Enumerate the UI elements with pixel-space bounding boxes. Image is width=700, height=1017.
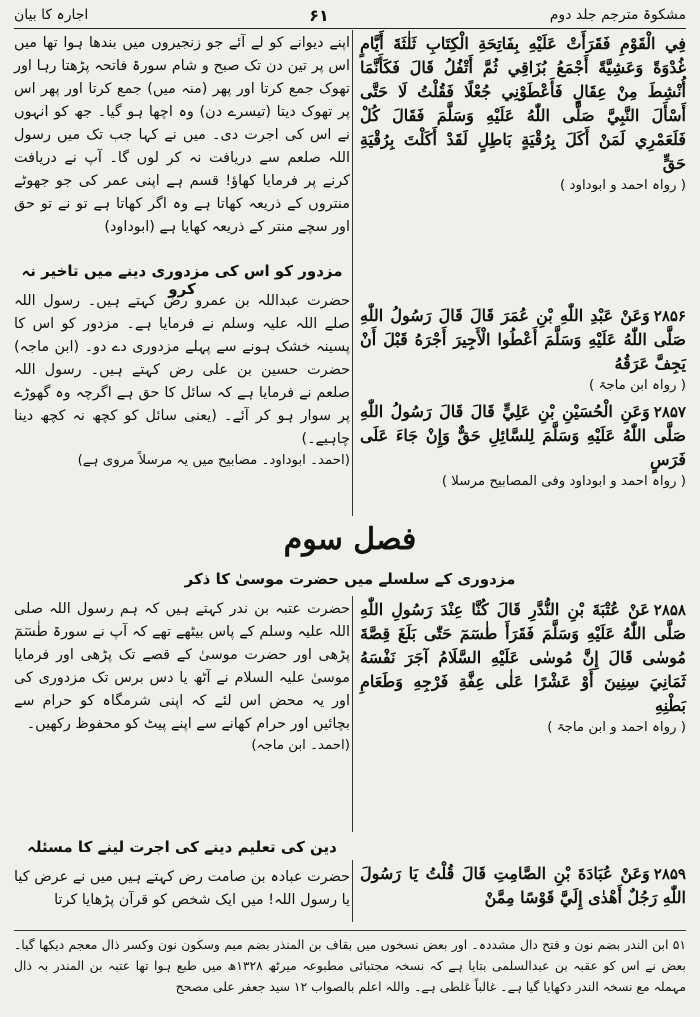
urdu-translation-text: حضرت عتبہ بن ندر کہتے ہیں کہ ہم رسول اللہ صلی اللہ علیہ وسلم کے پاس بیٹھے تھے کہ آپ نے سورۃ طٰسٓمٓ پڑھی اور حضرت موسیٰ کے قصے تک پڑھی اور فرمایا موسیٰ علیہ السلام نے آٹھ یا دس برس تک مزدوری کی اور یہ محض اس لئے کہ اپنی شرمگاہ کو حرام سے بچائیں اور حرام کھانے سے اپنے پیٹ کو محفوظ رکھیں۔	[14, 601, 350, 732]
header-chapter-title: اجارہ کا بیان	[14, 7, 89, 23]
section-title: فصل سوم	[283, 522, 417, 557]
section-subtitle: مزدوری کے سلسلے میں حضرت موسیٰ کا ذکر	[184, 570, 516, 588]
page-number: ۶۱	[309, 5, 329, 25]
arabic-text-block	[360, 32, 686, 193]
urdu-translation-block	[14, 32, 350, 239]
section-subheading: دین کی تعلیم دینے کی اجرت لینے کا مسئلہ	[27, 838, 337, 856]
hadith-source: ( رواہ احمد و ابن ماجۃ )	[547, 720, 686, 735]
header-book-title: مشکوۃ مترجم جلد دوم	[549, 7, 686, 23]
arabic-hadith-text: وَعَنْ عُبَادَةَ بْنِ الصَّامِتِ قَالَ قُلْتُ يَا رَسُولَ اللّٰهِ رَجُلٌ أَهْدٰى إِلَيَّ قَوْسًا مِمَّنْ	[360, 864, 686, 907]
urdu-translation-text: حضرت عبادہ بن صامت رض کہتے ہیں میں نے عرض کیا یا رسول اللہ! میں ایک شخص کو قرآن پڑھایا کرتا	[14, 869, 350, 908]
page-header	[14, 2, 686, 29]
hadith-block	[360, 400, 686, 489]
hadith-source: (احمد۔ ابن ماجہ)	[251, 738, 350, 753]
arabic-hadith-text: عَنْ عُتْبَةَ بْنِ النُّدَّرِ قَالَ كُنَّا عِنْدَ رَسُولِ اللّٰهِ صَلَّى اللّٰهُ عَلَيْهِ وَسَلَّمَ فَقَرَأَ طٰسٓمٓ حَتّٰى بَلَغَ قِصَّةَ مُوسٰى قَالَ إِنَّ مُوسٰى عَلَيْهِ السَّلَامُ آجَرَ نَفْسَهُ ثَمَانِيَ سِنِينَ أَوْ عَشْرًا عَلٰى عِفَّةِ فَرْجِهِ وَطَعَامِ بَطْنِهِ	[360, 600, 686, 715]
hadith-block	[360, 304, 686, 393]
hadith-source: (احمد۔ ابوداود۔ مصابیح میں یہ مرسلاً مروی ہے)	[77, 453, 350, 468]
hadith-number: ۲۸۵۹	[653, 865, 686, 883]
urdu-translation-block	[14, 290, 350, 468]
footnote: ۵۱ ابن الندر بضم نون و فتح دال مشددہ۔ اور بعض نسخوں میں بقاف بن المنذر بضم میم وسکون نون وکسر ذال معجم دیکھا گیا۔ بعض نے اس کو عقبہ بن عبدالسلمی بتایا ہے کہ نسخہ مجتبائی مطبوعہ میرٹھ ۱۳۲۸ھ میں طبع ہوا تھا عتبہ بن المندر بہ ذال مہملہ مع نسخہ الندر دکھایا گیا ہے۔ غالباً غلطی ہے۔ واللہ اعلم بالصواب ۱۲ سید جعفر علی مصحح	[14, 937, 686, 994]
hadith-block	[360, 862, 686, 910]
arabic-hadith-text: وَعَنِ الْحُسَيْنِ بْنِ عَلِيٍّ قَالَ قَالَ رَسُولُ اللّٰهِ صَلَّى اللّٰهُ عَلَيْهِ وَسَلَّمَ لِلسَّائِلِ حَقٌّ وَإِنْ جَاءَ عَلَى فَرَسٍ	[360, 402, 686, 469]
hadith-number: ۲۸۵۶	[653, 307, 686, 325]
arabic-hadith-text: فِي الْقَوْمِ فَقَرَأَتْ عَلَيْهِ بِفَاتِحَةِ الْكِتَابِ ثَلٰثَةَ أَيَّامٍ غُدْوَةً وَعَشِيَّةً أَجْمَعُ بُزَاقِي ثُمَّ أَتْفُلُ قَالَ فَكَأَنَّمَا أُنْشِطَ مِنْ عِقَالٍ فَأَعْطَوْنِي جُعْلًا فَقُلْتُ لَا حَتَّى أَسْأَلَ النَّبِيَّ صَلَّى اللّٰهُ عَلَيْهِ وَسَلَّمَ فَقَالَ كُلْ فَلَعَمْرِي لَمَنْ أَكَلَ بِرُقْيَةٍ بَاطِلٍ لَقَدْ أَكَلْتَ بِرُقْيَةِ حَقٍّ	[360, 34, 686, 173]
hadith-block	[360, 598, 686, 735]
hadith-source: ( رواہ احمد و ابوداود )	[560, 178, 686, 193]
column-divider	[352, 596, 353, 832]
hadith-number: ۲۸۵۷	[653, 403, 686, 421]
hadith-number: ۲۸۵۸	[653, 601, 686, 619]
column-divider	[352, 860, 353, 922]
urdu-translation-block	[14, 598, 350, 753]
urdu-translation-text: اپنے دیوانے کو لے آئے جو زنجیروں میں بندھا ہوا تھا میں اس پر تین دن تک صبح و شام سورۃ فاتحہ پڑھتا رہا اور تھوک جمع کرتا اور پھر (منہ میں) جمع کرتا اور پھر اس پر تھوک دیتا (تیسرے دن) وہ اچھا ہو گیا۔ جھ کو انہوں نے اس کی اجرت دی۔ میں نے کہا جب تک میں رسول اللہ صلعم سے دریافت نہ کر لوں گا۔ آپ نے دریافت کرنے پر فرمایا کھاؤ! قسم ہے اپنی عمر کی جو جھوٹے منتروں کے ذریعہ کھاتا ہے وہ اگر کھاتا ہے تو نے تو حق اور سچے منتر کے ذریعہ کھایا ہے (ابوداود)	[14, 35, 350, 235]
footnote-rule	[14, 930, 686, 931]
section-subheading: مزدور کو اس کی مزدوری دینے میں تاخیر نہ کرو	[21, 262, 343, 298]
arabic-hadith-text: وَعَنْ عَبْدِ اللّٰهِ بْنِ عُمَرَ قَالَ قَالَ رَسُولُ اللّٰهِ صَلَّى اللّٰهُ عَلَيْهِ وَسَلَّمَ أَعْطُوا الْأَجِيرَ أَجْرَهُ قَبْلَ أَنْ يَجِفَّ عَرَقُهُ	[360, 306, 686, 373]
column-divider	[352, 30, 353, 516]
hadith-source: ( رواہ احمد و ابوداود وفی المصابیح مرسلا )	[441, 474, 686, 489]
urdu-translation-text: حضرت عبداللہ بن عمرو رض کہتے ہیں۔ رسول اللہ صلے اللہ علیہ وسلم نے فرمایا ہے۔ مزدور کو اس کا پسینہ خشک ہونے سے پہلے مزدوری دے دو۔ (ابن ماجہ) حضرت حسین بن علی رض کہتے ہیں۔ رسول اللہ صلعم نے فرمایا ہے کہ سائل کا حق ہے اگرچہ وہ گھوڑے پر سوار ہو کر آئے۔ (یعنی سائل کو کچھ نہ کچھ دینا چاہیے۔)	[14, 293, 350, 447]
hadith-source: ( رواہ ابن ماجۃ )	[589, 378, 686, 393]
urdu-translation-block	[14, 866, 350, 912]
